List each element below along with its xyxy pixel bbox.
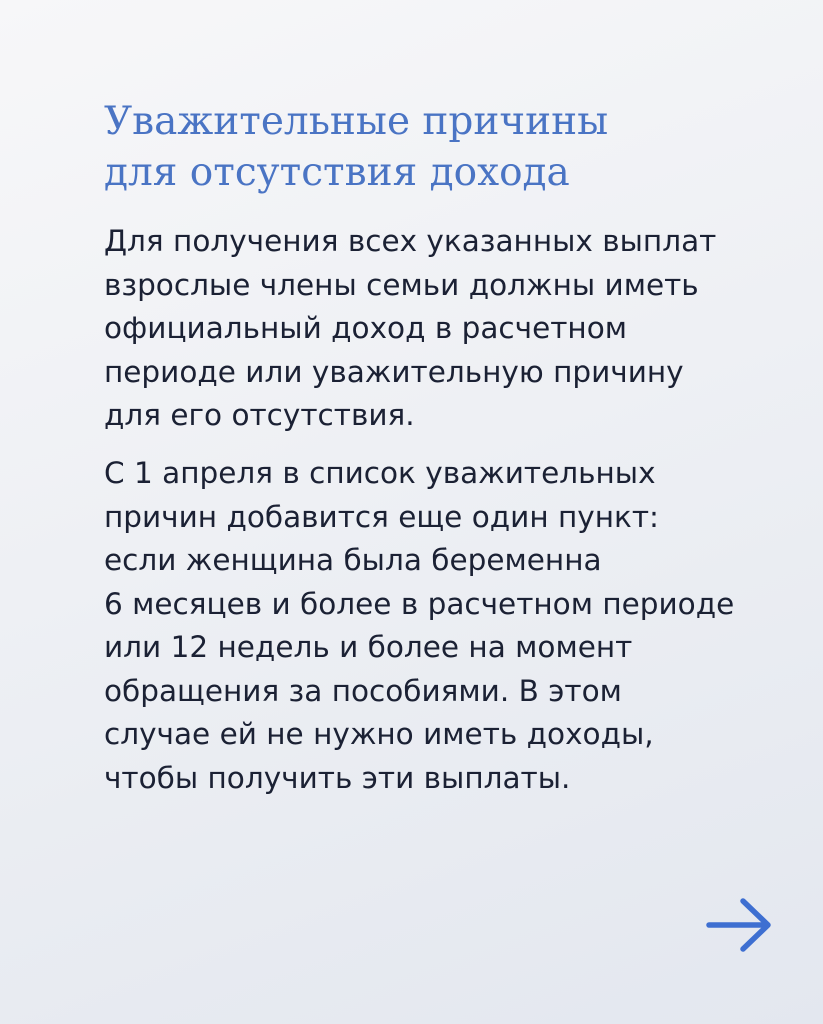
text-line: причин добавится еще один пункт: [104,499,659,534]
text-line: 6 месяцев и более в расчетном периоде [104,586,735,621]
text-line: или 12 недель и более на момент [104,630,633,664]
text-line: официальный доход в расчетном [104,311,628,345]
title-line: Уважительные причины [104,99,609,144]
paragraph-pregnancy-rule [104,452,804,800]
text-line: Для получения всех указанных выплат [104,224,717,258]
text-line: взрослые члены семьи должны иметь [104,267,699,302]
text-line: если женщина была беременна [104,543,602,577]
next-button[interactable] [704,894,774,956]
text-line: обращения за пособиями. В этом [104,673,622,708]
arrow-right-icon [704,894,774,956]
text-line: для его отсутствия. [104,398,415,432]
text-line: случае ей не нужно иметь доходы, [104,717,654,751]
paragraph-income-requirement [104,220,804,438]
text-line: чтобы получить эти выплаты. [104,760,571,795]
title-line: для отсутствия дохода [104,150,570,195]
page-title [104,96,784,198]
text-line: периоде или уважительную причину [104,354,684,389]
text-line: С 1 апреля в список уважительных [104,456,656,490]
